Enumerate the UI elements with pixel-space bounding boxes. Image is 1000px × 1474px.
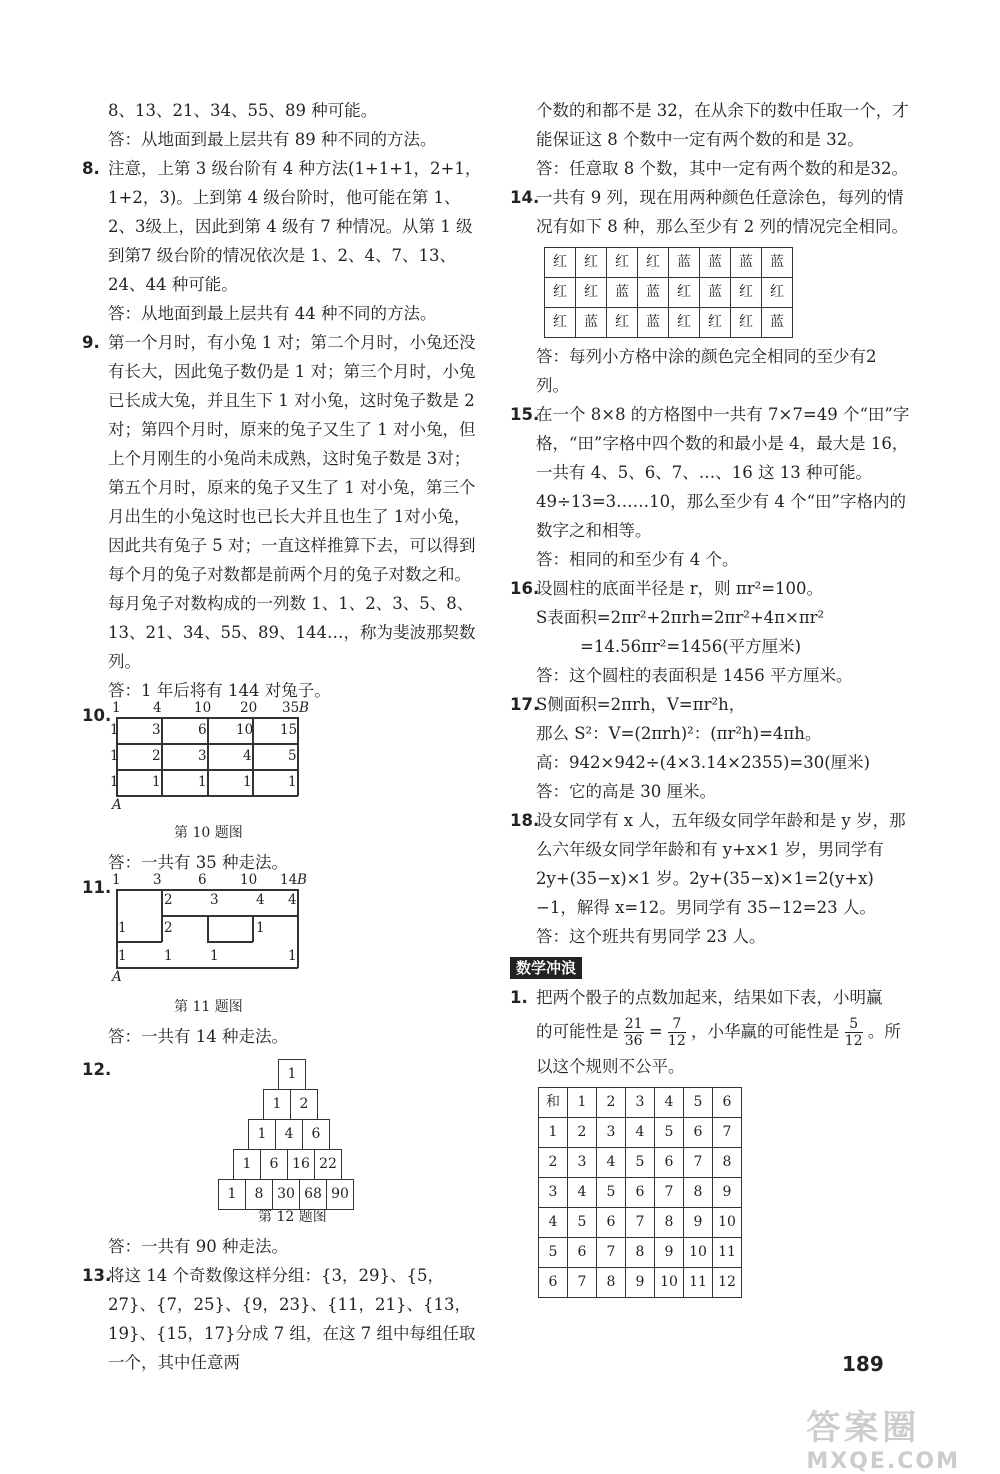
table-cell: 7 (684, 1148, 713, 1178)
denominator: 36 (624, 1033, 643, 1049)
equation-line: S表面积=2πr²+2πrh=2πr²+4π×πr² (536, 608, 825, 627)
problem-number: 14. (510, 188, 540, 207)
table-cell: 8 (713, 1148, 742, 1178)
table-cell: 2 (597, 1088, 626, 1118)
problem-number: 9. (82, 333, 100, 352)
problem-16 (510, 574, 910, 661)
answer-11: 答：一共有 14 种走法。 (108, 1027, 288, 1046)
problem-number: 16. (510, 579, 540, 598)
pyramid-cell: 30 (273, 1180, 300, 1210)
table-cell: 红 (669, 278, 700, 308)
table-cell: 5 (655, 1118, 684, 1148)
table-row (539, 1178, 742, 1208)
problem-number: 15. (510, 405, 540, 424)
pyramid-cell: 8 (246, 1180, 273, 1210)
table-cell: 3 (539, 1178, 568, 1208)
fig10-r3-2: 1 (198, 774, 207, 790)
table-cell: 蓝 (576, 308, 607, 338)
problem-text: 把两个骰子的点数加起来，结果如下表，小明赢 (536, 988, 883, 1007)
table-cell: 7 (655, 1178, 684, 1208)
fraction-5-12 (845, 1016, 863, 1049)
table-cell: 红 (700, 308, 731, 338)
table-cell: 红 (607, 308, 638, 338)
fig10-r1-2: 6 (198, 722, 207, 738)
table-cell: 蓝 (762, 248, 793, 278)
figure-11-grid (108, 872, 328, 989)
table-cell: 7 (597, 1238, 626, 1268)
problem-body (536, 690, 910, 777)
q13-continuation: 个数的和都不是 32，在从余下的数中任取一个，才能保证这 8 个数中一定有两个数的和是 32。 (536, 101, 909, 149)
fraction-7-12 (668, 1016, 686, 1049)
equation-line: 设圆柱的底面半径是 r，则 πr²=100。 (536, 579, 824, 598)
pyramid-cell: 4 (276, 1120, 303, 1150)
table-cell: 2 (568, 1118, 597, 1148)
table-cell: 8 (597, 1268, 626, 1298)
answer-7: 答：从地面到最上层共有 89 种不同的方法。 (108, 130, 437, 149)
surf-problem-1 (510, 983, 910, 1081)
table-cell: 蓝 (700, 278, 731, 308)
fig10-r2-2: 3 (198, 748, 207, 764)
fig10-r3-4: 1 (288, 774, 297, 790)
equals: = (648, 1022, 663, 1041)
fig11-top-2: 6 (198, 872, 207, 888)
table-cell: 6 (568, 1238, 597, 1268)
table-cell: 3 (597, 1118, 626, 1148)
watermark-url: MXQE.COM (806, 1449, 960, 1474)
table-cell: 蓝 (638, 278, 669, 308)
table-row (539, 1118, 742, 1148)
problem-text: 第一个月时，有小兔 1 对；第二个月时，小兔还没有长大，因此兔子数仍是 1 对；第三个月时，小兔已长成大兔，并且生下 1 对小兔，这时兔子数是 2对；第四个月时，原来的兔子又生了 1 对小兔，但上个月刚生的小兔尚未成熟，这时兔子数是 3对；第五个月时，原来的兔子又生了 1 对小兔，第三个月出生的小兔这时也已长大并且也生了 1对小兔，因此共有兔子 5 对；一直这样推算下去，可以得到每个月的兔子对数都是前两个月的兔子对数之和。每月兔子对数构成的一列数 1、1、2、3、5、8、13、21、34、55、89、144…，称为斐波那契数列。 (108, 333, 476, 671)
fig10-r2-1: 2 (152, 748, 161, 764)
answer-16: 答：这个圆柱的表面积是 1456 平方厘米。 (536, 666, 853, 685)
table-cell: 和 (539, 1088, 568, 1118)
pyramid-row-1 (278, 1059, 306, 1090)
table-cell: 7 (626, 1208, 655, 1238)
fig10-r3-1: 1 (152, 774, 161, 790)
table-row (539, 1148, 742, 1178)
problem-12 (82, 1055, 482, 1201)
problem-number: 10. (82, 706, 112, 725)
problem-number: 12. (82, 1060, 112, 1079)
probability-line (536, 1012, 910, 1052)
fig11-r2-0: 1 (118, 920, 127, 936)
fig10-top-2: 10 (194, 700, 212, 716)
table-row (539, 1268, 742, 1298)
table-cell: 8 (655, 1208, 684, 1238)
fig10-top-3: 20 (240, 700, 258, 716)
equation-line: 那么 S²：V=(2πrh)²：(πr²h)=4πh。 (536, 724, 822, 743)
answer-18: 答：这个班共有男同学 23 人。 (536, 927, 766, 946)
fig10-label-b: B (299, 700, 309, 716)
table-cell: 10 (655, 1268, 684, 1298)
fig10-r2-3: 4 (243, 748, 252, 764)
denominator: 12 (844, 1033, 863, 1049)
pyramid-cell: 1 (249, 1120, 276, 1150)
fig10-r2-4: 5 (288, 748, 297, 764)
answer-15: 答：相同的和至少有 4 个。 (536, 550, 739, 569)
fig11-r3-0: 1 (118, 948, 127, 964)
table-row (539, 1088, 742, 1118)
numerator: 21 (624, 1016, 643, 1032)
table-row (539, 1238, 742, 1268)
table-cell: 红 (731, 308, 762, 338)
pyramid-row-4 (233, 1149, 342, 1180)
answer-9: 答：1 年后将有 144 对兔子。 (108, 681, 331, 700)
fig11-r1-3: 4 (288, 892, 297, 908)
fig11-r2-2: 1 (256, 920, 265, 936)
problem-10 (82, 700, 482, 823)
pyramid-cell: 22 (315, 1150, 342, 1180)
section-badge: 数学冲浪 (510, 957, 582, 979)
problem-text: 将这 14 个奇数像这样分组：{3，29}、{5，27}、{7，25}、{9，23}、{11，21}、{13，19}、{15，17}分成 7 组，在这 7 组中每组任取一个，其中任意两 (108, 1266, 476, 1372)
problem-number: 8. (82, 159, 100, 178)
table-cell: 9 (713, 1178, 742, 1208)
pyramid-cell: 1 (219, 1180, 246, 1210)
table-cell: 蓝 (700, 248, 731, 278)
table-cell: 11 (713, 1238, 742, 1268)
table-cell: 蓝 (638, 308, 669, 338)
table-cell: 4 (597, 1148, 626, 1178)
fig11-r2-1: 2 (164, 920, 173, 936)
table-cell: 蓝 (731, 248, 762, 278)
color-table (544, 247, 793, 338)
table-cell: 4 (655, 1088, 684, 1118)
fig10-top-0: 1 (112, 700, 121, 716)
table-cell: 4 (539, 1208, 568, 1238)
table-cell: 1 (539, 1118, 568, 1148)
table-cell: 红 (607, 248, 638, 278)
table-cell: 7 (713, 1118, 742, 1148)
fig11-r1-2: 4 (256, 892, 265, 908)
problem-text: 在一个 8×8 的方格图中一共有 7×7=49 个“田”字格，“田”字格中四个数的和最小是 4，最大是 16，一共有 4、5、6、7、…、16 这 13 种可能。49÷13=3……10，那么至少有 4 个“田”字格内的数字之和相等。 (536, 405, 910, 540)
problem-number: 1. (510, 988, 528, 1007)
table-cell: 5 (539, 1238, 568, 1268)
fig11-label-b: B (297, 872, 307, 888)
pyramid-cell: 1 (264, 1090, 291, 1120)
table-cell: 6 (539, 1268, 568, 1298)
table-cell: 10 (713, 1208, 742, 1238)
problem-number: 11. (82, 878, 112, 897)
table-cell: 红 (576, 248, 607, 278)
answer-14: 答：每列小方格中涂的颜色完全相同的至少有2 列。 (536, 347, 877, 395)
table-cell: 6 (626, 1178, 655, 1208)
pyramid-row-3 (248, 1119, 330, 1150)
pyramid-cell: 16 (288, 1150, 315, 1180)
fig11-r3-3: 1 (288, 948, 297, 964)
fig10-r1-0: 1 (110, 722, 119, 738)
problem-body (536, 574, 910, 661)
fig10-top-4: 35 (282, 700, 300, 716)
answer-12: 答：一共有 90 种走法。 (108, 1237, 288, 1256)
table-cell: 红 (762, 278, 793, 308)
table-cell: 8 (626, 1238, 655, 1268)
problem-body (536, 983, 910, 1081)
table-cell: 7 (568, 1268, 597, 1298)
left-column (82, 96, 482, 1377)
table-cell: 9 (626, 1268, 655, 1298)
fig10-top-1: 4 (153, 700, 162, 716)
numerator: 5 (845, 1016, 863, 1033)
problem-14 (510, 183, 910, 241)
problem-9 (82, 328, 482, 676)
table-cell: 5 (626, 1148, 655, 1178)
fig10-r3-3: 1 (243, 774, 252, 790)
table-cell: 8 (684, 1178, 713, 1208)
table-cell: 6 (655, 1148, 684, 1178)
fig10-r3-0: 1 (110, 774, 119, 790)
table-cell: 红 (545, 248, 576, 278)
pyramid-cell: 2 (291, 1090, 318, 1120)
table-cell: 5 (684, 1088, 713, 1118)
fig11-top-4: 14 (280, 872, 298, 888)
table-cell: 蓝 (607, 278, 638, 308)
table-cell: 红 (731, 278, 762, 308)
fraction-21-36 (624, 1016, 644, 1049)
table-cell: 6 (597, 1208, 626, 1238)
problem-13 (82, 1261, 482, 1377)
table-cell: 6 (684, 1118, 713, 1148)
table-cell: 11 (684, 1268, 713, 1298)
problem-text: 设女同学有 x 人，五年级女同学年龄和是 y 岁，那么六年级女同学年龄和有 y+x×1 岁，男同学有 2y+(35−x)×1 岁。2y+(35−x)×1=2(y+x)−1，解得 x=12。男同学有 35−12=23 人。 (536, 811, 906, 917)
dice-sum-table (538, 1087, 742, 1298)
table-cell: 10 (684, 1238, 713, 1268)
figure-12-pyramid (108, 1055, 354, 1201)
problem-17 (510, 690, 910, 777)
table-cell: 9 (684, 1208, 713, 1238)
denominator: 12 (667, 1033, 686, 1049)
text: 的可能性是 (536, 1022, 619, 1041)
table-cell: 蓝 (762, 308, 793, 338)
figure-12-caption: 第 12 题图 (258, 1209, 327, 1225)
problem-8 (82, 154, 482, 299)
figure-10-caption: 第 10 题图 (174, 825, 243, 841)
answer-10: 答：一共有 35 种走法。 (108, 853, 288, 872)
equation-line: 高：942×942÷(4×3.14×2355)=30(厘米) (536, 753, 871, 772)
table-cell: 红 (545, 308, 576, 338)
fig11-top-1: 3 (153, 872, 162, 888)
table-cell: 3 (626, 1088, 655, 1118)
fig11-top-0: 1 (112, 872, 121, 888)
fig11-r1-1: 3 (210, 892, 219, 908)
problem-number: 13. (82, 1266, 112, 1285)
problem-18 (510, 806, 910, 922)
fig10-r1-4: 15 (280, 722, 298, 738)
table-cell: 红 (669, 308, 700, 338)
fig11-r3-1: 1 (164, 948, 173, 964)
problem-number: 17. (510, 695, 540, 714)
fig10-r1-3: 10 (236, 722, 254, 738)
answer-17: 答：它的高是 30 厘米。 (536, 782, 716, 801)
table-cell: 蓝 (669, 248, 700, 278)
text: ，小华赢的可能性是 (690, 1022, 840, 1041)
watermark (806, 1400, 960, 1474)
table-cell: 4 (568, 1178, 597, 1208)
fig10-r2-0: 1 (110, 748, 119, 764)
pyramid-cell: 90 (327, 1180, 354, 1210)
fig10-r1-1: 3 (152, 722, 161, 738)
problem-text: 注意，上第 3 级台阶有 4 种方法(1+1+1，2+1，1+2，3)。上到第 4 级台阶时，他可能在第 1、2、3级上，因此到第 4 级有 7 种情况。从第 1 级到第7 级台阶的情况依次是 1、2、4、7、13、24、44 种可能。 (108, 159, 482, 294)
text: 。所 (867, 1022, 901, 1041)
pyramid-cell: 1 (234, 1150, 261, 1180)
problem-number: 18. (510, 811, 540, 830)
problem-text: 以这个规则不公平。 (536, 1057, 685, 1076)
fig11-r1-0: 2 (164, 892, 173, 908)
fig11-top-3: 10 (240, 872, 258, 888)
equation-line: S侧面积=2πrh，V=πr²h， (536, 695, 746, 714)
table-cell: 1 (568, 1088, 597, 1118)
table-cell: 2 (539, 1148, 568, 1178)
table-row (539, 1208, 742, 1238)
pyramid-cell: 1 (279, 1060, 306, 1090)
pyramid-row-2 (263, 1089, 318, 1120)
fig10-label-a: A (112, 797, 122, 813)
figure-11-caption: 第 11 题图 (174, 999, 243, 1015)
answer-8: 答：从地面到最上层共有 44 种不同的方法。 (108, 304, 437, 323)
figure-10-grid (108, 700, 328, 815)
fig11-r3-2: 1 (210, 948, 219, 964)
pyramid-cell: 68 (300, 1180, 327, 1210)
q7-continuation: 8、13、21、34、55、89 种可能。 (108, 101, 378, 120)
fig11-label-a: A (112, 969, 122, 985)
table-cell: 4 (626, 1118, 655, 1148)
numerator: 7 (668, 1016, 686, 1033)
problem-text: 一共有 9 列，现在用两种颜色任意涂色，每列的情况有如下 8 种，那么至少有 2 列的情况完全相同。 (536, 188, 908, 236)
right-column (510, 96, 910, 1298)
table-cell: 12 (713, 1268, 742, 1298)
table-cell: 红 (638, 248, 669, 278)
page-number: 189 (842, 1352, 884, 1376)
answer-13: 答：任意取 8 个数，其中一定有两个数的和是32。 (536, 159, 908, 178)
table-cell: 9 (655, 1238, 684, 1268)
table-cell: 红 (545, 278, 576, 308)
table-cell: 3 (568, 1148, 597, 1178)
table-cell: 红 (576, 278, 607, 308)
table-cell: 6 (713, 1088, 742, 1118)
pyramid-cell: 6 (303, 1120, 330, 1150)
problem-15 (510, 400, 910, 545)
table-cell: 5 (568, 1208, 597, 1238)
pyramid-cell: 6 (261, 1150, 288, 1180)
watermark-logo: 答案圈 (806, 1408, 921, 1448)
table-cell: 5 (597, 1178, 626, 1208)
equation-line: =14.56πr²=1456(平方厘米) (580, 637, 802, 656)
problem-11 (82, 872, 482, 997)
